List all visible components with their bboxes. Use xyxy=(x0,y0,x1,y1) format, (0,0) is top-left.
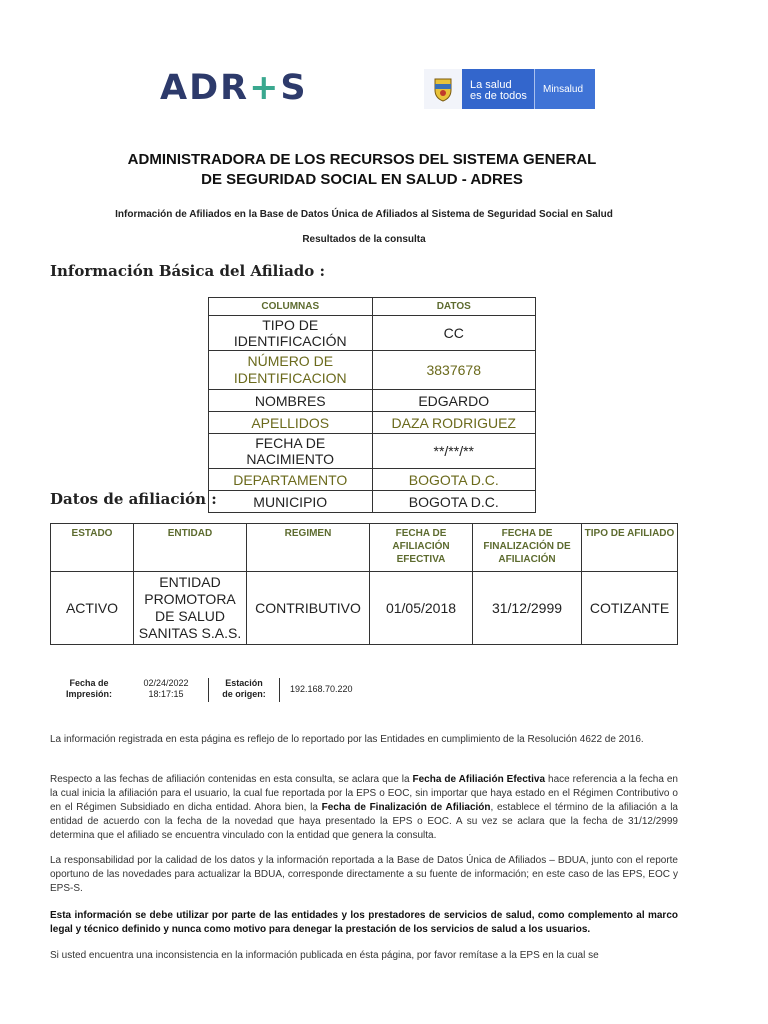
page-title: ADMINISTRADORA DE LOS RECURSOS DEL SISTEMA GENERAL DE SEGURIDAD SOCIAL EN SALUD - ADRES xyxy=(127,151,597,188)
slogan: La salud es de todos xyxy=(462,69,534,109)
start-date-cell: 01/05/2018 xyxy=(370,572,473,645)
table-row xyxy=(209,390,536,412)
paragraph-inconsistency: Si usted encuentra una inconsistencia en la información publicada en ésta página, por favor remítase a la EPS en la cual se xyxy=(50,950,599,961)
row-value: EDGARDO xyxy=(372,390,536,412)
column-header: FECHA DE FINALIZACIÓN DE AFILIACIÓN xyxy=(473,524,582,572)
ministry-name: Minsalud xyxy=(534,69,595,109)
print-info xyxy=(60,678,353,702)
divider xyxy=(208,678,209,702)
paragraph-usage: Esta información se debe utilizar por parte de las entidades y los prestadores de servicios de salud, como complemento al marco legal y técnico definido y nunca como motivo para denegar la prestación de los servicios de salud a los usuarios. xyxy=(50,910,678,935)
regime-cell: CONTRIBUTIVO xyxy=(247,572,370,645)
column-header: ENTIDAD xyxy=(134,524,247,572)
row-value: 3837678 xyxy=(372,351,536,390)
affiliation-heading: Datos de afiliación : xyxy=(50,490,217,508)
affiliation-table xyxy=(50,523,678,645)
row-label: NOMBRES xyxy=(209,390,373,412)
table-row xyxy=(51,572,678,645)
table-row xyxy=(209,316,536,351)
subtitle: Información de Afiliados en la Base de Datos Única de Afiliados al Sistema de Seguridad Social en Salud xyxy=(115,209,613,220)
basic-info-heading: Información Básica del Afiliado : xyxy=(50,262,326,280)
end-date-cell: 31/12/2999 xyxy=(473,572,582,645)
origin-ip: 192.168.70.220 xyxy=(290,684,353,694)
column-header: ESTADO xyxy=(51,524,134,572)
minsalud-logo xyxy=(424,69,595,109)
column-header: FECHA DE AFILIACIÓN EFECTIVA xyxy=(370,524,473,572)
table-row xyxy=(209,434,536,469)
column-header: COLUMNAS xyxy=(209,298,373,316)
origin-station-label: Estación de origen: xyxy=(222,678,266,699)
column-header: TIPO DE AFILIADO xyxy=(582,524,678,572)
paragraph-responsibility: La responsabilidad por la calidad de los datos y la información reportada a la Base de Datos Única de Afiliados – BDUA, junto con el reporte oportuno de las novedades para actualizar la BDUA, corresponde directamente a su fuente de información; en este caso de las EPS, EOC y EPS-S. xyxy=(50,855,678,894)
row-label: DEPARTAMENTO xyxy=(209,469,373,491)
print-date-label: Fecha de Impresión: xyxy=(65,678,112,699)
row-label: NÚMERO DE IDENTIFICACION xyxy=(209,351,373,390)
results-label: Resultados de la consulta xyxy=(302,234,426,245)
table-row xyxy=(209,491,536,513)
table-header xyxy=(51,524,678,572)
adres-logo: ADR+S xyxy=(160,68,308,108)
coat-of-arms-icon xyxy=(424,69,462,109)
row-value: **/**/** xyxy=(372,434,536,469)
row-value: BOGOTA D.C. xyxy=(372,469,536,491)
column-header: DATOS xyxy=(372,298,536,316)
table-row xyxy=(209,351,536,390)
divider xyxy=(279,678,280,702)
table-header xyxy=(209,298,536,316)
status-cell: ACTIVO xyxy=(51,572,134,645)
row-value: BOGOTA D.C. xyxy=(372,491,536,513)
table-row xyxy=(209,469,536,491)
print-date-value: 02/24/2022 18:17:15 xyxy=(143,678,189,699)
column-header: REGIMEN xyxy=(247,524,370,572)
row-label: APELLIDOS xyxy=(209,412,373,434)
affiliate-type-cell: COTIZANTE xyxy=(582,572,678,645)
basic-info-table xyxy=(208,297,536,513)
entity-cell: ENTIDAD PROMOTORA DE SALUD SANITAS S.A.S. xyxy=(134,572,247,645)
row-value: DAZA RODRIGUEZ xyxy=(372,412,536,434)
row-label: TIPO DE IDENTIFICACIÓN xyxy=(209,316,373,351)
table-row xyxy=(209,412,536,434)
paragraph-resolution: La información registrada en esta página es reflejo de lo reportado por las Entidades en cumplimiento de la Resolución 4622 de 2016. xyxy=(50,734,644,745)
row-label: MUNICIPIO xyxy=(209,491,373,513)
row-value: CC xyxy=(372,316,536,351)
paragraph-dates: Respecto a las fechas de afiliación contenidas en esta consulta, se aclara que la Fecha de Afiliación Efectiva hace referencia a la fecha en la cual inicia la afiliación para el usuario, la cual fue reportada por la EPS o EOC, sin importar que haya estado en el Régimen Contributivo o en el Régimen Subsidiado en dicha entidad. Ahora bien, la Fecha de Finalización de Afiliación, establece el término de la afiliación a la entidad de acuerdo con la fecha de la novedad que haya presentado la EPS o EOC. A su vez se aclara que la fecha de 31/12/2999 determina que el afiliado se encuentra vinculado con la entidad que genera la consulta. xyxy=(50,774,678,841)
row-label: FECHA DE NACIMIENTO xyxy=(209,434,373,469)
